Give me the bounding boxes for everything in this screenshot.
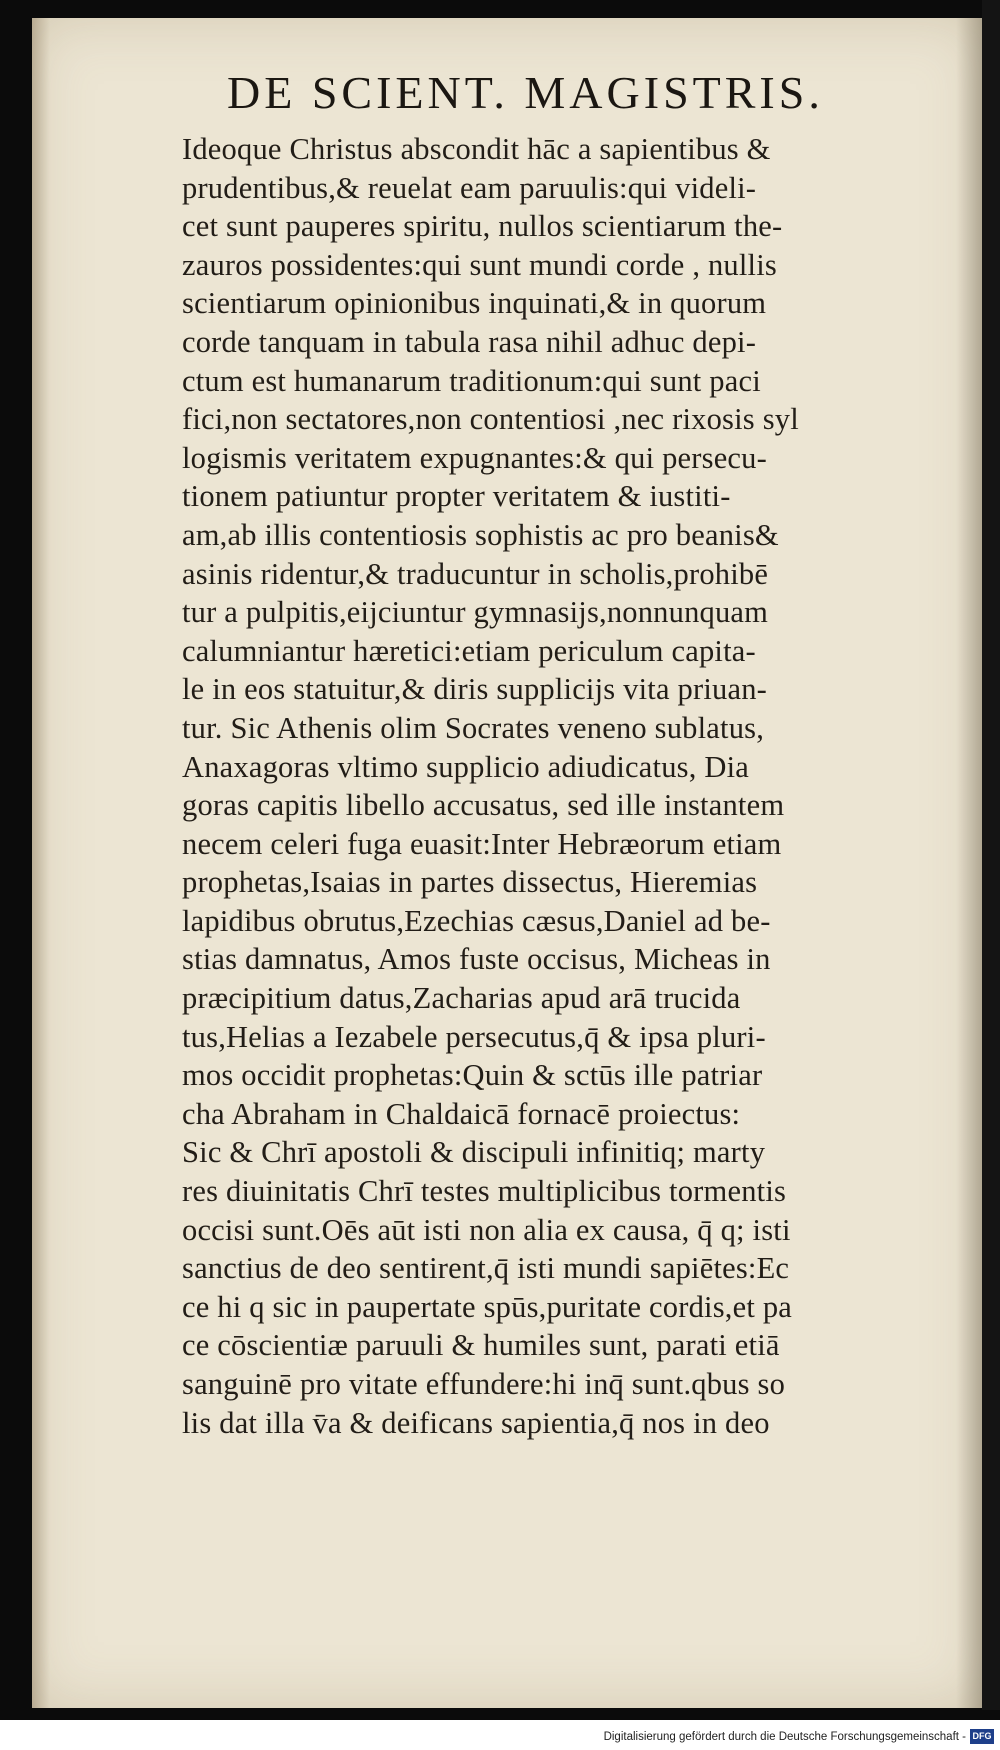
text-line: le in eos statuitur,& diris supplicijs vita priuan- bbox=[182, 672, 768, 707]
text-line: ce cōscientiæ paruuli & humiles sunt, parati etiā bbox=[182, 1328, 780, 1363]
text-line: sanctius de deo sentirent,q̄ isti mundi sapiētes:Ec bbox=[182, 1251, 790, 1286]
text-line: zauros possidentes:qui sunt mundi corde , nullis bbox=[182, 247, 777, 282]
text-line: goras capitis libello accusatus, sed ille instantem bbox=[182, 788, 785, 823]
text-line: cha Abraham in Chaldaicā fornacē proiectus: bbox=[182, 1096, 741, 1131]
book-page bbox=[32, 18, 982, 1708]
text-line: ce hi q sic in paupertate spūs,puritate cordis,et pa bbox=[182, 1289, 793, 1324]
footer-bar bbox=[0, 1720, 1000, 1750]
dfg-logo-icon: DFG bbox=[970, 1729, 994, 1744]
text-line: corde tanquam in tabula rasa nihil adhuc depi- bbox=[182, 324, 757, 359]
text-line: Ideoque Christus abscondit hāc a sapientibus & bbox=[182, 132, 771, 166]
text-line: prudentibus,& reuelat eam paruulis:qui videli- bbox=[182, 170, 757, 205]
text-line: logismis veritatem expugnantes:& qui persecu- bbox=[182, 440, 767, 475]
text-line: lis dat illa v̄a & deificans sapientia,q̄ nos in deo bbox=[182, 1405, 770, 1440]
text-line: prophetas,Isaias in partes dissectus, Hieremias bbox=[182, 865, 758, 900]
text-line: occisi sunt.Oēs aūt isti non alia ex causa, q̄ q; isti bbox=[182, 1212, 791, 1247]
text-line: sanguinē pro vitate effundere:hi inq̄ sunt.qbus so bbox=[182, 1367, 786, 1401]
text-line: præcipitium datus,Zacharias apud arā trucida bbox=[182, 981, 741, 1016]
text-line: necem celeri fuga euasit:Inter Hebræorum etiam bbox=[182, 826, 782, 861]
text-line: mos occidit prophetas:Quin & sctūs ille patriar bbox=[182, 1058, 763, 1093]
text-line: am,ab illis contentiosis sophistis ac pro beanis& bbox=[182, 517, 779, 552]
text-line: scientiarum opinionibus inquinati,& in quorum bbox=[182, 286, 767, 321]
funding-credit: Digitalisierung gefördert durch die Deutsche Forschungsgemeinschaft - bbox=[603, 1731, 966, 1743]
text-line: Sic & Chrī apostoli & discipuli infinitiq; marty bbox=[182, 1135, 766, 1170]
text-line: fici,non sectatores,non contentiosi ,nec rixosis syl bbox=[182, 402, 799, 437]
body-text bbox=[182, 130, 972, 1442]
text-line: tionem patiuntur propter veritatem & iustiti- bbox=[182, 479, 731, 514]
text-line: res diuinitatis Chrī testes multiplicibus tormentis bbox=[182, 1174, 787, 1209]
text-line: lapidibus obrutus,Ezechias cæsus,Daniel ad be- bbox=[182, 903, 771, 938]
text-line: Anaxagoras vltimo supplicio adiudicatus, Dia bbox=[182, 749, 750, 784]
text-line: asinis ridentur,& traducuntur in scholis,prohibē bbox=[182, 556, 769, 591]
text-line: ctum est humanarum traditionum:qui sunt paci bbox=[182, 363, 761, 398]
text-line: stias damnatus, Amos fuste occisus, Micheas in bbox=[182, 942, 771, 977]
text-line: cet sunt pauperes spiritu, nullos scientiarum the- bbox=[182, 209, 783, 244]
text-line: tur a pulpitis,eijciuntur gymnasijs,nonnunquam bbox=[182, 595, 769, 630]
text-line: calumniantur hæretici:etiam periculum capita- bbox=[182, 633, 756, 668]
running-head: DE SCIENT. MAGISTRIS. bbox=[227, 67, 824, 118]
text-line: tus,Helias a Iezabele persecutus,q̄ & ipsa pluri- bbox=[182, 1019, 766, 1054]
scan-edge bbox=[982, 0, 1000, 1710]
text-line: tur. Sic Athenis olim Socrates veneno sublatus, bbox=[182, 710, 765, 745]
